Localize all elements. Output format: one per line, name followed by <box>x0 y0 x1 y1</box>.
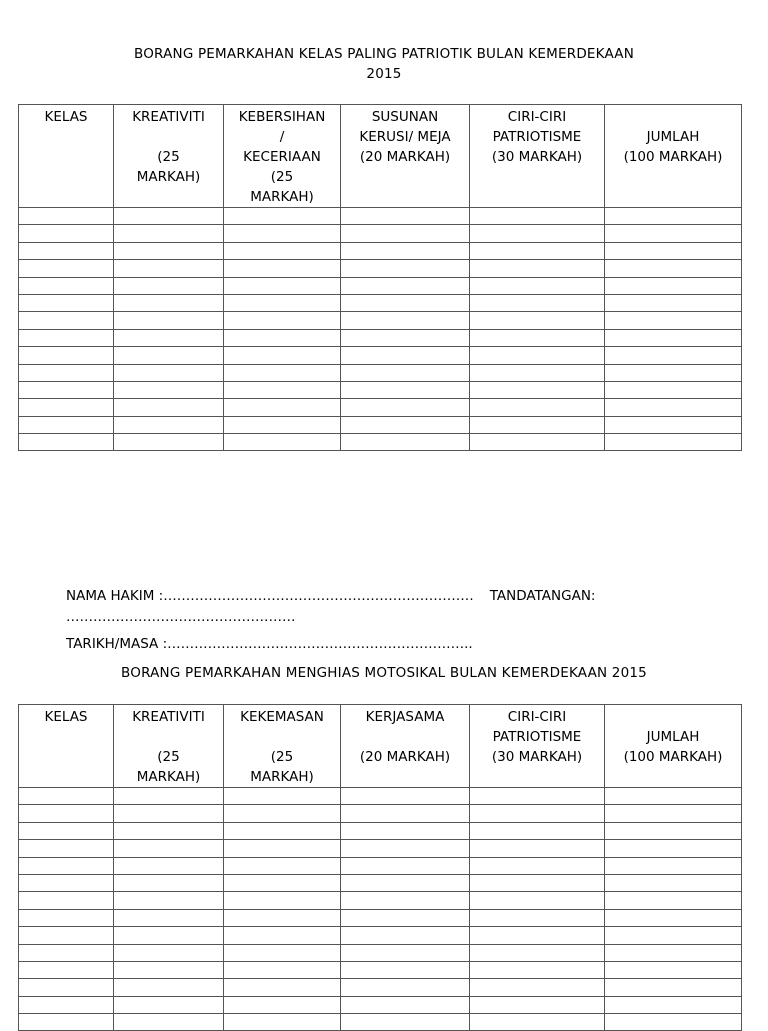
score-cell-col3[interactable] <box>224 788 341 805</box>
header-susunan-label: SUSUNAN <box>371 109 439 125</box>
score-cell-kreativiti[interactable] <box>114 979 224 996</box>
signature-field[interactable]: …………………………………………… <box>66 609 296 625</box>
score-cell-jumlah[interactable] <box>605 927 742 944</box>
score-cell-kelas[interactable] <box>19 312 114 329</box>
score-cell-jumlah[interactable] <box>605 260 742 277</box>
score-cell-ciri-patriotisme[interactable] <box>470 979 605 996</box>
score-cell-col3[interactable] <box>224 416 341 433</box>
score-cell-jumlah[interactable] <box>605 1014 742 1031</box>
score-cell-kelas[interactable] <box>19 434 114 451</box>
score-cell-kreativiti[interactable] <box>114 329 224 346</box>
score-cell-kreativiti[interactable] <box>114 805 224 822</box>
header-kebersihan <box>224 105 341 208</box>
score-cell-ciri-patriotisme[interactable] <box>470 434 605 451</box>
score-cell-col3[interactable] <box>224 840 341 857</box>
table-row <box>19 225 742 242</box>
header-kekemasan-marks-unit: MARKAH) <box>250 769 314 785</box>
score-cell-kreativiti[interactable] <box>114 1014 224 1031</box>
score-cell-jumlah[interactable] <box>605 822 742 839</box>
score-cell-col3[interactable] <box>224 347 341 364</box>
score-cell-ciri-patriotisme[interactable] <box>470 364 605 381</box>
score-cell-jumlah[interactable] <box>605 399 742 416</box>
score-cell-jumlah[interactable] <box>605 312 742 329</box>
score-cell-col4[interactable] <box>341 961 470 978</box>
score-cell-col3[interactable] <box>224 805 341 822</box>
table-row <box>19 329 742 346</box>
score-cell-jumlah[interactable] <box>605 874 742 891</box>
score-cell-jumlah[interactable] <box>605 892 742 909</box>
score-cell-col3[interactable] <box>224 208 341 225</box>
table-row <box>19 874 742 891</box>
score-cell-col3[interactable] <box>224 434 341 451</box>
score-cell-jumlah[interactable] <box>605 857 742 874</box>
score-cell-ciri-patriotisme[interactable] <box>470 242 605 259</box>
header-kelas-label: KELAS <box>44 709 88 725</box>
score-cell-ciri-patriotisme[interactable] <box>470 225 605 242</box>
score-cell-jumlah[interactable] <box>605 381 742 398</box>
table-row <box>19 805 742 822</box>
score-cell-kelas[interactable] <box>19 1014 114 1031</box>
header-kreativiti-marks-unit: MARKAH) <box>136 169 201 185</box>
form1-table <box>18 104 742 451</box>
table-row <box>19 822 742 839</box>
score-cell-col4[interactable] <box>341 927 470 944</box>
score-cell-kelas[interactable] <box>19 294 114 311</box>
score-cell-kelas[interactable] <box>19 909 114 926</box>
score-cell-jumlah[interactable] <box>605 416 742 433</box>
score-cell-col3[interactable] <box>224 961 341 978</box>
score-cell-jumlah[interactable] <box>605 277 742 294</box>
score-cell-ciri-patriotisme[interactable] <box>470 927 605 944</box>
score-cell-kelas[interactable] <box>19 416 114 433</box>
score-cell-kelas[interactable] <box>19 961 114 978</box>
score-cell-kelas[interactable] <box>19 364 114 381</box>
score-cell-kreativiti[interactable] <box>114 788 224 805</box>
score-cell-col3[interactable] <box>224 927 341 944</box>
header-kerjasama-label: KERJASAMA <box>365 709 445 725</box>
table-row <box>19 277 742 294</box>
score-cell-ciri-patriotisme[interactable] <box>470 961 605 978</box>
score-cell-kreativiti[interactable] <box>114 416 224 433</box>
score-cell-kelas[interactable] <box>19 927 114 944</box>
header-jumlah-marks: (100 MARKAH) <box>623 749 723 765</box>
header-jumlah <box>605 105 742 208</box>
tarikh-masa-field[interactable]: TARIKH/MASA :………………………………………………………….. <box>66 636 473 652</box>
header-ciri-label: CIRI-CIRI <box>507 709 567 725</box>
score-cell-kelas[interactable] <box>19 857 114 874</box>
score-cell-kreativiti[interactable] <box>114 399 224 416</box>
score-cell-kelas[interactable] <box>19 822 114 839</box>
header-kreativiti-marks-unit: MARKAH) <box>136 769 201 785</box>
score-cell-col4[interactable] <box>341 892 470 909</box>
nama-hakim-field[interactable]: NAMA HAKIM :…………………………………………………………… <box>66 588 474 604</box>
score-cell-col4[interactable] <box>341 857 470 874</box>
score-cell-kelas[interactable] <box>19 277 114 294</box>
header-kebersihan-label: KEBERSIHAN <box>238 109 326 125</box>
score-cell-ciri-patriotisme[interactable] <box>470 788 605 805</box>
table-row <box>19 996 742 1013</box>
score-cell-kelas[interactable] <box>19 399 114 416</box>
header-jumlah-marks: (100 MARKAH) <box>623 149 723 165</box>
header-ciri-marks: (30 MARKAH) <box>491 749 583 765</box>
table-row <box>19 840 742 857</box>
score-cell-ciri-patriotisme[interactable] <box>470 857 605 874</box>
score-cell-ciri-patriotisme[interactable] <box>470 944 605 961</box>
table-row <box>19 944 742 961</box>
table-row <box>19 892 742 909</box>
score-cell-kelas[interactable] <box>19 788 114 805</box>
score-cell-kelas[interactable] <box>19 225 114 242</box>
score-cell-ciri-patriotisme[interactable] <box>470 312 605 329</box>
score-cell-col3[interactable] <box>224 857 341 874</box>
score-cell-ciri-patriotisme[interactable] <box>470 208 605 225</box>
score-cell-col3[interactable] <box>224 979 341 996</box>
score-cell-ciri-patriotisme[interactable] <box>470 892 605 909</box>
score-cell-col4[interactable] <box>341 996 470 1013</box>
table-row <box>19 242 742 259</box>
header-kekemasan-marks: (25 <box>270 749 294 765</box>
score-cell-col4[interactable] <box>341 399 470 416</box>
score-cell-kelas[interactable] <box>19 242 114 259</box>
score-cell-col3[interactable] <box>224 909 341 926</box>
score-cell-col3[interactable] <box>224 874 341 891</box>
score-cell-col3[interactable] <box>224 312 341 329</box>
tarikh-masa-line[interactable] <box>66 634 473 654</box>
score-cell-kreativiti[interactable] <box>114 225 224 242</box>
score-cell-kreativiti[interactable] <box>114 840 224 857</box>
score-cell-jumlah[interactable] <box>605 364 742 381</box>
score-cell-col4[interactable] <box>341 329 470 346</box>
score-cell-jumlah[interactable] <box>605 961 742 978</box>
score-cell-col3[interactable] <box>224 364 341 381</box>
score-cell-jumlah[interactable] <box>605 242 742 259</box>
header-kekemasan-label: KEKEMASAN <box>240 709 324 725</box>
score-cell-col4[interactable] <box>341 294 470 311</box>
table-row <box>19 260 742 277</box>
header-kebersihan-marks-unit: MARKAH) <box>250 189 314 205</box>
score-cell-jumlah[interactable] <box>605 944 742 961</box>
form1-table-body <box>19 208 742 451</box>
header-patriotisme-label: PATRIOTISME <box>492 729 582 745</box>
table-row <box>19 364 742 381</box>
score-cell-col3[interactable] <box>224 277 341 294</box>
score-cell-col3[interactable] <box>224 329 341 346</box>
table-row <box>19 961 742 978</box>
score-cell-kreativiti[interactable] <box>114 927 224 944</box>
score-cell-col4[interactable] <box>341 1014 470 1031</box>
score-cell-kreativiti[interactable] <box>114 822 224 839</box>
score-cell-col4[interactable] <box>341 312 470 329</box>
form1-title-line1: BORANG PEMARKAHAN KELAS PALING PATRIOTIK BULAN KEMERDEKAAN <box>134 46 634 62</box>
score-cell-kreativiti[interactable] <box>114 347 224 364</box>
header-ciri-marks: (30 MARKAH) <box>491 149 583 165</box>
score-cell-ciri-patriotisme[interactable] <box>470 874 605 891</box>
score-cell-jumlah[interactable] <box>605 840 742 857</box>
table-row <box>19 294 742 311</box>
form1-title <box>40 44 728 84</box>
score-cell-ciri-patriotisme[interactable] <box>470 329 605 346</box>
header-keceriaan-label: KECERIAAN <box>243 149 321 165</box>
score-cell-col3[interactable] <box>224 822 341 839</box>
score-cell-ciri-patriotisme[interactable] <box>470 1014 605 1031</box>
score-cell-col4[interactable] <box>341 874 470 891</box>
table-row <box>19 434 742 451</box>
score-cell-kelas[interactable] <box>19 979 114 996</box>
header-jumlah-label: JUMLAH <box>646 129 700 145</box>
table-row <box>19 312 742 329</box>
score-cell-jumlah[interactable] <box>605 788 742 805</box>
tandatangan-label: TANDATANGAN: <box>489 588 596 604</box>
table-row <box>19 347 742 364</box>
score-cell-col4[interactable] <box>341 381 470 398</box>
form2-title-text: BORANG PEMARKAHAN MENGHIAS MOTOSIKAL BULAN KEMERDEKAAN 2015 <box>121 665 647 681</box>
score-cell-col4[interactable] <box>341 208 470 225</box>
score-cell-kreativiti[interactable] <box>114 434 224 451</box>
score-cell-kreativiti[interactable] <box>114 312 224 329</box>
score-cell-kelas[interactable] <box>19 260 114 277</box>
score-cell-jumlah[interactable] <box>605 979 742 996</box>
score-cell-kreativiti[interactable] <box>114 260 224 277</box>
score-cell-col4[interactable] <box>341 416 470 433</box>
score-cell-kelas[interactable] <box>19 996 114 1013</box>
score-cell-jumlah[interactable] <box>605 294 742 311</box>
score-cell-col4[interactable] <box>341 788 470 805</box>
header-kreativiti-label: KREATIVITI <box>132 109 205 125</box>
form1-title-line2: 2015 <box>366 66 402 82</box>
header-kreativiti-marks: (25 <box>157 749 180 765</box>
score-cell-jumlah[interactable] <box>605 434 742 451</box>
score-cell-col4[interactable] <box>341 979 470 996</box>
score-cell-col3[interactable] <box>224 944 341 961</box>
header-kekemasan <box>224 705 341 788</box>
score-cell-col3[interactable] <box>224 381 341 398</box>
score-cell-kelas[interactable] <box>19 329 114 346</box>
judge-name-line <box>66 586 595 606</box>
header-kreativiti <box>114 105 224 208</box>
score-cell-col3[interactable] <box>224 996 341 1013</box>
table-row <box>19 1014 742 1031</box>
score-cell-col4[interactable] <box>341 434 470 451</box>
score-cell-ciri-patriotisme[interactable] <box>470 399 605 416</box>
score-cell-kreativiti[interactable] <box>114 892 224 909</box>
score-cell-col4[interactable] <box>341 347 470 364</box>
score-cell-ciri-patriotisme[interactable] <box>470 260 605 277</box>
score-cell-kelas[interactable] <box>19 944 114 961</box>
score-cell-ciri-patriotisme[interactable] <box>470 805 605 822</box>
score-cell-kelas[interactable] <box>19 347 114 364</box>
score-cell-kelas[interactable] <box>19 805 114 822</box>
score-cell-kreativiti[interactable] <box>114 381 224 398</box>
table-row <box>19 909 742 926</box>
form2-table-body <box>19 788 742 1031</box>
score-cell-kreativiti[interactable] <box>114 277 224 294</box>
header-kebersihan-marks: (25 <box>270 169 294 185</box>
score-cell-kreativiti[interactable] <box>114 996 224 1013</box>
score-cell-ciri-patriotisme[interactable] <box>470 294 605 311</box>
score-cell-kreativiti[interactable] <box>114 294 224 311</box>
score-cell-col4[interactable] <box>341 242 470 259</box>
header-kreativiti <box>114 705 224 788</box>
score-cell-kreativiti[interactable] <box>114 874 224 891</box>
header-kerjasama <box>341 705 470 788</box>
score-cell-jumlah[interactable] <box>605 996 742 1013</box>
table-row <box>19 927 742 944</box>
score-cell-kreativiti[interactable] <box>114 242 224 259</box>
header-ciri-label: CIRI-CIRI <box>507 109 567 125</box>
score-cell-col4[interactable] <box>341 364 470 381</box>
table-row <box>19 416 742 433</box>
score-cell-col3[interactable] <box>224 225 341 242</box>
form2-title <box>40 663 728 683</box>
header-kerjasama-marks: (20 MARKAH) <box>359 749 451 765</box>
score-cell-col4[interactable] <box>341 225 470 242</box>
header-kelas <box>19 705 114 788</box>
score-cell-ciri-patriotisme[interactable] <box>470 347 605 364</box>
score-cell-jumlah[interactable] <box>605 909 742 926</box>
score-cell-ciri-patriotisme[interactable] <box>470 909 605 926</box>
table-row <box>19 979 742 996</box>
score-cell-col3[interactable] <box>224 260 341 277</box>
score-cell-jumlah[interactable] <box>605 805 742 822</box>
score-cell-ciri-patriotisme[interactable] <box>470 416 605 433</box>
header-kelas-label: KELAS <box>44 109 88 125</box>
score-cell-kreativiti[interactable] <box>114 961 224 978</box>
table-row <box>19 857 742 874</box>
score-cell-kreativiti[interactable] <box>114 944 224 961</box>
form2-table <box>18 704 742 1031</box>
signature-line[interactable] <box>66 607 296 627</box>
score-cell-ciri-patriotisme[interactable] <box>470 822 605 839</box>
score-cell-col4[interactable] <box>341 277 470 294</box>
table-row <box>19 381 742 398</box>
score-cell-jumlah[interactable] <box>605 208 742 225</box>
header-ciri-patriotisme <box>470 105 605 208</box>
score-cell-col3[interactable] <box>224 399 341 416</box>
header-kreativiti-marks: (25 <box>157 149 180 165</box>
score-cell-ciri-patriotisme[interactable] <box>470 277 605 294</box>
score-cell-col4[interactable] <box>341 840 470 857</box>
table-row <box>19 788 742 805</box>
table-row <box>19 208 742 225</box>
header-susunan <box>341 105 470 208</box>
score-cell-ciri-patriotisme[interactable] <box>470 840 605 857</box>
score-cell-kelas[interactable] <box>19 892 114 909</box>
score-cell-ciri-patriotisme[interactable] <box>470 381 605 398</box>
score-cell-col4[interactable] <box>341 260 470 277</box>
score-cell-jumlah[interactable] <box>605 329 742 346</box>
score-cell-col4[interactable] <box>341 944 470 961</box>
form1-header-row <box>19 105 742 208</box>
header-kelas <box>19 105 114 208</box>
header-patriotisme-label: PATRIOTISME <box>492 129 582 145</box>
score-cell-kreativiti[interactable] <box>114 857 224 874</box>
score-cell-col4[interactable] <box>341 805 470 822</box>
score-cell-kreativiti[interactable] <box>114 364 224 381</box>
header-jumlah <box>605 705 742 788</box>
score-cell-kelas[interactable] <box>19 208 114 225</box>
score-cell-col4[interactable] <box>341 909 470 926</box>
score-cell-ciri-patriotisme[interactable] <box>470 996 605 1013</box>
header-kebersihan-slash: / <box>279 129 285 145</box>
score-cell-col3[interactable] <box>224 892 341 909</box>
score-cell-col3[interactable] <box>224 242 341 259</box>
header-kreativiti-label: KREATIVITI <box>132 709 205 725</box>
score-cell-col4[interactable] <box>341 822 470 839</box>
header-ciri-patriotisme <box>470 705 605 788</box>
table-row <box>19 399 742 416</box>
header-susunan-marks: (20 MARKAH) <box>359 149 451 165</box>
score-cell-col3[interactable] <box>224 294 341 311</box>
score-cell-jumlah[interactable] <box>605 225 742 242</box>
form2-header-row <box>19 705 742 788</box>
score-cell-kreativiti[interactable] <box>114 909 224 926</box>
header-kerusi-meja-label: KERUSI/ MEJA <box>359 129 451 145</box>
header-jumlah-label: JUMLAH <box>646 729 700 745</box>
score-cell-kelas[interactable] <box>19 381 114 398</box>
score-cell-col3[interactable] <box>224 1014 341 1031</box>
score-cell-kreativiti[interactable] <box>114 208 224 225</box>
score-cell-kelas[interactable] <box>19 874 114 891</box>
score-cell-kelas[interactable] <box>19 840 114 857</box>
score-cell-jumlah[interactable] <box>605 347 742 364</box>
